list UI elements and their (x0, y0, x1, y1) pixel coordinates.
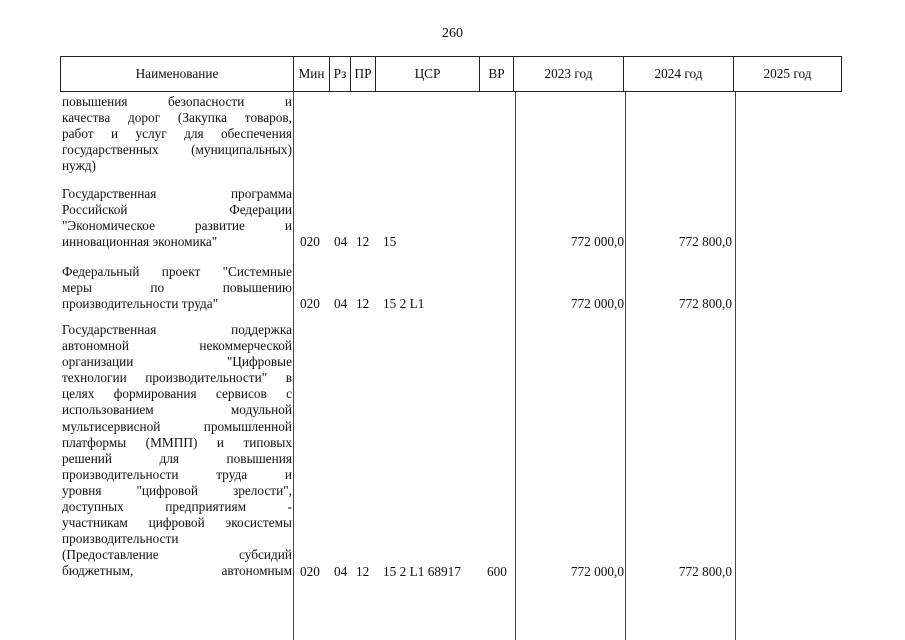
column-divider (735, 92, 736, 640)
row-name-line: уровня "цифровой зрелости", (62, 482, 292, 498)
header-vr: ВР (480, 57, 514, 91)
row-name-line: повышения безопасности и (62, 94, 292, 109)
header-rz: Рз (330, 57, 351, 91)
row-name-line: меры по повышению (62, 280, 292, 296)
row-name-line: Государственная программа (62, 186, 292, 201)
cell-y2023: 772 000,0 (570, 296, 624, 312)
cell-csr: 15 (383, 234, 397, 250)
header-min: Мин (294, 57, 330, 91)
cell-vr: 600 (487, 563, 507, 579)
cell-pr: 12 (356, 296, 370, 312)
row-name (62, 322, 292, 580)
row-name-line: работ и услуг для обеспечения (62, 126, 292, 142)
column-divider (625, 92, 626, 640)
row-name-line: инновационная экономика" (62, 234, 218, 250)
cell-csr: 15 2 L1 (383, 296, 425, 312)
row-name-line: доступных предприятиям - (62, 499, 292, 515)
row-name-line: организации "Цифровые (62, 354, 292, 370)
row-name-line: нужд) (62, 158, 96, 174)
row-name-line: целях формирования сервисов с (62, 386, 292, 402)
row-name-line: (Предоставление субсидий (62, 547, 292, 563)
row-name-line: производительности труда" (62, 296, 219, 312)
row-name-line: Государственная поддержка (62, 322, 292, 337)
header-2024: 2024 год (624, 57, 734, 91)
cell-y2023: 772 000,0 (570, 234, 624, 250)
cell-pr: 12 (356, 234, 370, 250)
header-csr: ЦСР (376, 57, 480, 91)
cell-min: 020 (300, 563, 320, 579)
row-name-line: бюджетным, автономным (62, 563, 292, 579)
row-name-line: платформы (ММПП) и типовых (62, 434, 292, 450)
row-name-line: использованием модульной (62, 402, 292, 418)
cell-rz: 04 (334, 296, 348, 312)
cell-pr: 12 (356, 563, 370, 579)
cell-rz: 04 (334, 234, 348, 250)
row-name-line: участникам цифровой экосистемы (62, 515, 292, 531)
row-name (62, 186, 292, 250)
cell-csr: 15 2 L1 68917 (383, 563, 461, 579)
header-name: Наименование (61, 57, 294, 91)
cell-rz: 04 (334, 563, 348, 579)
header-pr: ПР (351, 57, 376, 91)
row-name-line: технологии производительности" в (62, 370, 292, 386)
cell-min: 020 (300, 234, 320, 250)
column-divider (293, 92, 294, 640)
cell-y2024: 772 800,0 (678, 234, 732, 250)
page-number: 260 (442, 26, 463, 41)
row-name-line: Российской Федерации (62, 202, 292, 218)
row-name-line: решений для повышения (62, 450, 292, 466)
header-2023: 2023 год (514, 57, 624, 91)
row-name-line: автономной некоммерческой (62, 338, 292, 354)
cell-min: 020 (300, 296, 320, 312)
row-name-line: производительности труда и (62, 466, 292, 482)
cell-y2024: 772 800,0 (678, 296, 732, 312)
row-name (62, 94, 292, 174)
header-2025: 2025 год (763, 66, 812, 81)
table-header (60, 56, 842, 92)
row-name-line: "Экономическое развитие и (62, 218, 292, 234)
row-name-line: качества дорог (Закупка товаров, (62, 110, 292, 126)
row-name-line: мультисервисной промышленной (62, 418, 292, 434)
column-divider (515, 92, 516, 640)
cell-y2023: 772 000,0 (570, 563, 624, 579)
row-name-line: производительности (62, 531, 179, 547)
row-name-line: Федеральный проект "Системные (62, 264, 292, 279)
row-name-line: государственных (муниципальных) (62, 142, 292, 158)
row-name (62, 264, 292, 312)
cell-y2024: 772 800,0 (678, 563, 732, 579)
